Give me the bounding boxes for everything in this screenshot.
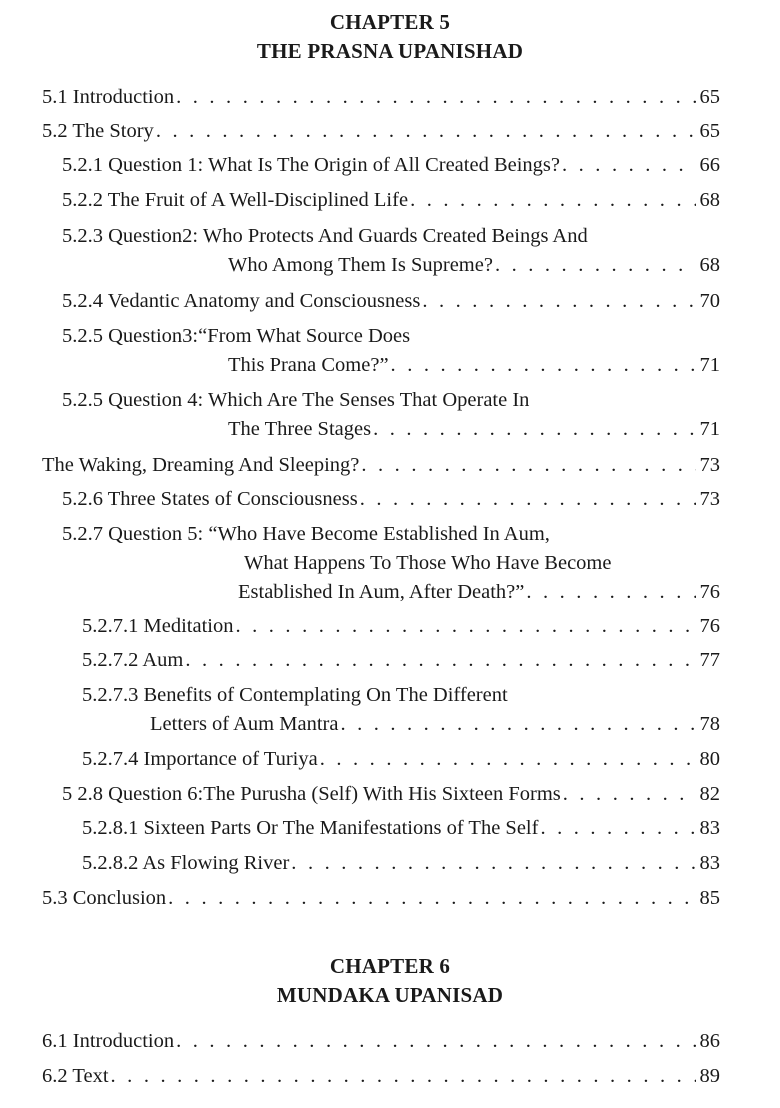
chapter-6-heading [0, 952, 780, 1010]
toc-entry[interactable] [62, 322, 720, 380]
dot-leader [340, 710, 695, 739]
toc-entry-title: 5.2.7 Question 5: “Who Have Become Established In Aum, [62, 523, 550, 545]
toc-entry[interactable] [82, 646, 720, 675]
toc-entry-page: 71 [699, 354, 720, 376]
toc-entry[interactable] [62, 780, 720, 809]
dot-leader [111, 1062, 696, 1091]
toc-entry-title: 5.1 Introduction [42, 86, 175, 108]
toc-entry-title: 5.2.5 Question3:“From What Source Does [62, 325, 411, 347]
toc-entry-page: 70 [699, 290, 720, 312]
toc-entry-title-continued: Letters of Aum Mantra [150, 713, 339, 735]
toc-entry-page: 65 [699, 120, 720, 142]
dot-leader [562, 151, 696, 180]
dot-leader [176, 1027, 695, 1056]
dot-leader [176, 83, 695, 112]
toc-entry-title: 5.2.3 Question2: Who Protects And Guards Created Beings And [62, 225, 588, 247]
toc-entry-page: 68 [699, 254, 720, 276]
dot-leader [156, 117, 696, 146]
toc-entry[interactable] [82, 814, 720, 843]
toc-entry[interactable] [62, 520, 720, 607]
toc-entry-page: 83 [699, 852, 720, 874]
toc-entry-title-continued: Established In Aum, After Death?” [238, 581, 525, 603]
toc-entry[interactable] [42, 117, 720, 146]
dot-leader [361, 451, 695, 480]
dot-leader [320, 745, 696, 774]
toc-entry-page: 76 [699, 615, 720, 637]
dot-leader [235, 612, 695, 641]
toc-entry[interactable] [42, 1062, 720, 1091]
toc-entry-page: 77 [699, 649, 720, 671]
toc-entry-title: 5.2.7.4 Importance of Turiya [82, 748, 318, 770]
toc-entry-page: 66 [699, 154, 720, 176]
dot-leader [185, 646, 695, 675]
toc-entry[interactable] [62, 287, 720, 316]
toc-entry[interactable] [82, 681, 720, 739]
toc-entry-page: 73 [699, 488, 720, 510]
dot-leader [360, 485, 696, 514]
toc-entry-page: 65 [699, 86, 720, 108]
toc-entry-title: 5.2.4 Vedantic Anatomy and Consciousness [62, 290, 421, 312]
toc-entry[interactable] [62, 386, 720, 444]
toc-entry[interactable] [62, 186, 720, 215]
toc-entry-title-continued: The Three Stages [228, 418, 372, 440]
toc-entry-page: 80 [699, 748, 720, 770]
toc-entry-title: 5.2.5 Question 4: Which Are The Senses That Operate In [62, 389, 530, 411]
toc-entry-page: 71 [699, 418, 720, 440]
toc-entry[interactable] [82, 745, 720, 774]
toc-entry-title: 5.2 The Story [42, 120, 154, 142]
toc-entry-title: 6.1 Introduction [42, 1030, 175, 1052]
toc-entry-title: 5.2.7.1 Meditation [82, 615, 234, 637]
toc-entry-title: 5.2.8.1 Sixteen Parts Or The Manifestations of The Self [82, 817, 539, 839]
chapter-title: MUNDAKA UPANISAD [276, 983, 504, 1007]
toc-entry[interactable] [62, 151, 720, 180]
dot-leader [291, 849, 695, 878]
dot-leader [495, 251, 696, 280]
toc-entry-page: 78 [699, 713, 720, 735]
toc-entry-title: 5.2.1 Question 1: What Is The Origin of All Created Beings? [62, 154, 560, 176]
chapter-title: THE PRASNA UPANISHAD [256, 39, 524, 63]
dot-leader [410, 186, 695, 215]
toc-entry-title: 6.2 Text [42, 1065, 109, 1087]
chapter-label: CHAPTER 5 [329, 10, 451, 34]
dot-leader [526, 578, 695, 607]
toc-entry-page: 85 [699, 887, 720, 909]
toc-entry[interactable] [82, 612, 720, 641]
toc-entry-title-continued: This Prana Come?” [228, 354, 389, 376]
dot-leader [540, 814, 695, 843]
toc-entry-page: 68 [699, 189, 720, 211]
toc-entry-page: 86 [699, 1030, 720, 1052]
toc-entry-page: 89 [699, 1065, 720, 1087]
dot-leader [373, 415, 695, 444]
dot-leader [168, 884, 695, 913]
toc-entry[interactable] [42, 884, 720, 913]
toc-entry-page: 73 [699, 454, 720, 476]
toc-entry-title: 5.2.7.2 Aum [82, 649, 184, 671]
toc-entry-title: 5.2.8.2 As Flowing River [82, 852, 290, 874]
toc-entry-title-continued: Who Among Them Is Supreme? [228, 254, 493, 276]
toc-entry-title: The Waking, Dreaming And Sleeping? [42, 454, 360, 476]
toc-entry-title: 5.2.2 The Fruit of A Well-Disciplined Life [62, 189, 409, 211]
toc-entry-title-continued: What Happens To Those Who Have Become [244, 552, 612, 574]
toc-entry[interactable] [42, 451, 720, 480]
toc-entry-page: 83 [699, 817, 720, 839]
toc-entry[interactable] [42, 83, 720, 112]
dot-leader [563, 780, 696, 809]
toc-entry[interactable] [42, 1027, 720, 1056]
toc-entry-title: 5.3 Conclusion [42, 887, 167, 909]
chapter-label: CHAPTER 6 [329, 954, 451, 978]
toc-entry[interactable] [82, 849, 720, 878]
toc-entry[interactable] [62, 485, 720, 514]
toc-entry-page: 82 [699, 783, 720, 805]
toc-entry-title: 5.2.7.3 Benefits of Contemplating On The Different [82, 684, 508, 706]
dot-leader [422, 287, 695, 316]
toc-entry-title: 5 2.8 Question 6:The Purusha (Self) With His Sixteen Forms [62, 783, 561, 805]
toc-entry[interactable] [62, 222, 720, 280]
toc-entry-page: 76 [699, 581, 720, 603]
dot-leader [391, 351, 696, 380]
chapter-5-heading [0, 8, 780, 66]
toc-entry-title: 5.2.6 Three States of Consciousness [62, 488, 358, 510]
